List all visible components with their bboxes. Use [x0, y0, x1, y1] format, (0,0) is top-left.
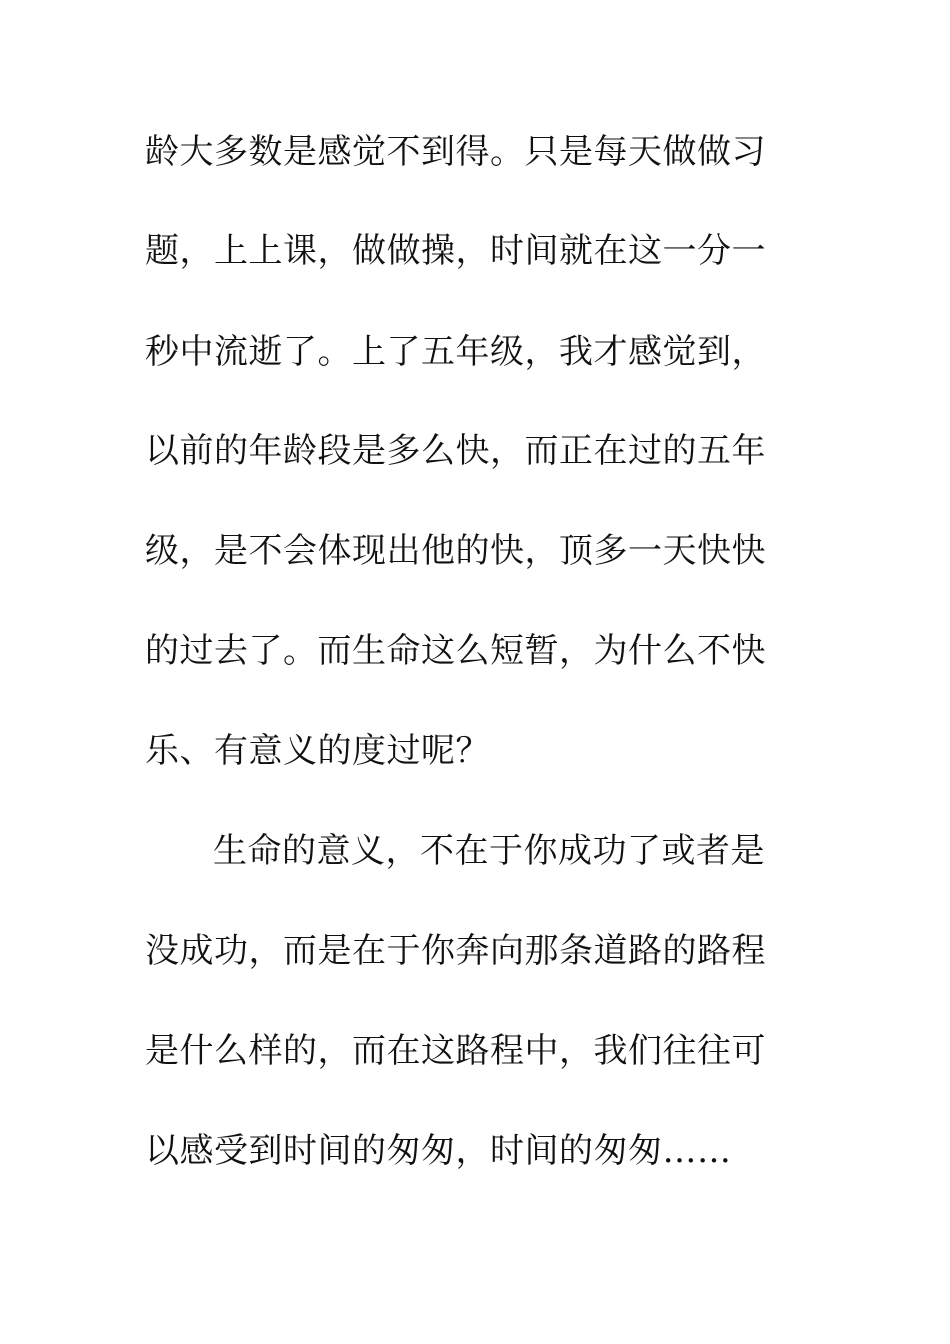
- text-line: 题，上上课，做做操，时间就在这一分一: [145, 231, 766, 271]
- paragraph-first-line: 生命的意义，不在于你成功了或者是: [213, 831, 765, 871]
- text-line: 龄大多数是感觉不到得。只是每天做做习: [145, 132, 766, 172]
- text-line: 的过去了。而生命这么短暂，为什么不快: [145, 631, 766, 671]
- text-line: 没成功，而是在于你奔向那条道路的路程: [145, 931, 766, 971]
- text-line: 乐、有意义的度过呢？: [145, 731, 490, 771]
- text-line: 秒中流逝了。上了五年级，我才感觉到，: [145, 332, 766, 372]
- text-line: 以前的年龄段是多么快，而正在过的五年: [145, 431, 766, 471]
- text-line: 是什么样的，而在这路程中，我们往往可: [145, 1031, 766, 1071]
- text-line: 以感受到时间的匆匆，时间的匆匆……: [145, 1131, 732, 1171]
- text-line: 级，是不会体现出他的快，顶多一天快快: [145, 531, 766, 571]
